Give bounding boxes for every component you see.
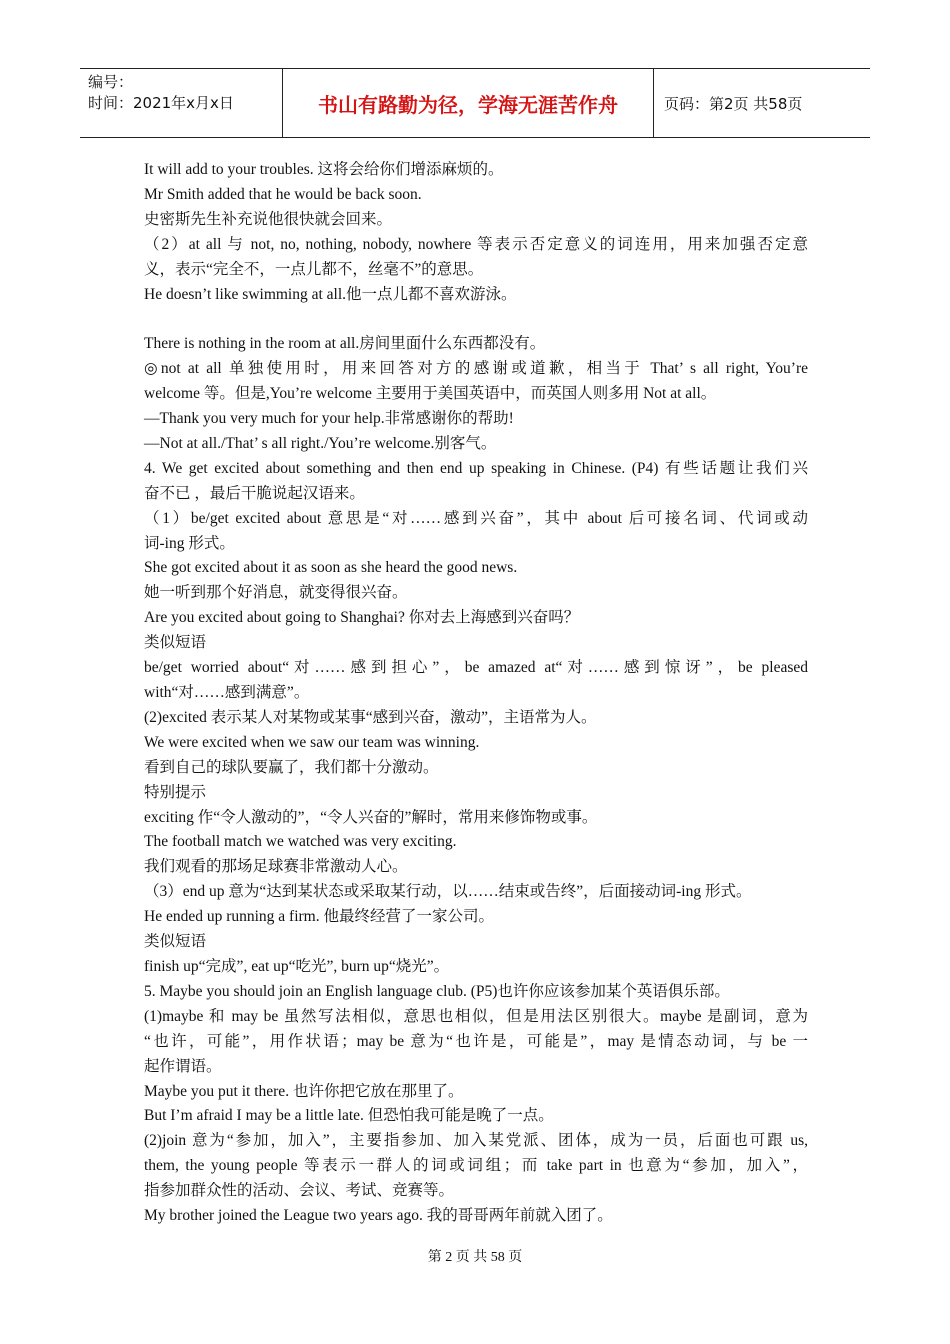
text-line: 奋不已 ，最后干脆说起汉语来。 xyxy=(144,484,365,502)
text-line: My brother joined the League two years ago. 我的哥哥两年前就入团了。 xyxy=(144,1207,613,1225)
header-motto xyxy=(282,69,654,137)
page-label: 页码：第2页 共58页 xyxy=(664,94,803,113)
text-line: It will add to your troubles. 这将会给你们增添麻烦的。 xyxy=(144,161,504,178)
text-line: （2）at all 与 not, no, nothing, nobody, nowhere 等表示否定意义的词连用，用来加强否定意 xyxy=(144,235,808,253)
text-line: —Not at all./That’ s all right./You’re welcome.别客气。 xyxy=(144,434,497,452)
text-line: —Thank you very much for your help.非常感谢你的帮助! xyxy=(144,410,514,428)
text-line: 类似短语 xyxy=(144,634,207,652)
text-line: Mr Smith added that he would be back soon. xyxy=(144,185,422,203)
text-line: them, the young people 等表示一群人的词或词组；而 take part in 也意为“参加，加入”， xyxy=(144,1157,808,1175)
text-line: 起作谓语。 xyxy=(144,1057,222,1075)
document-body xyxy=(144,158,808,1229)
page-header xyxy=(80,68,870,138)
text-line: 史密斯先生补充说他很快就会回来。 xyxy=(144,210,393,228)
header-page-info xyxy=(654,69,870,137)
text-line: 指参加群众性的活动、会议、考试、竞赛等。 xyxy=(144,1182,455,1200)
text-line: with“对……感到满意”。 xyxy=(144,684,310,702)
page-footer xyxy=(0,1246,950,1266)
text-line: There is nothing in the room at all.房间里面什么东西都没有。 xyxy=(144,335,546,353)
text-line: He ended up running a firm. 他最终经营了一家公司。 xyxy=(144,908,494,926)
text-line: 5. Maybe you should join an English language club. (P5)也许你应该参加某个英语俱乐部。 xyxy=(144,982,730,1000)
blank-line xyxy=(144,307,808,332)
text-line: The football match we watched was very exciting. xyxy=(144,833,457,851)
text-line: （1）be/get excited about 意思是“对……感到兴奋”，其中 about 后可接名词、代词或动 xyxy=(144,509,808,527)
text-line: be/get worried about“对……感到担心”，be amazed at“对……感到惊讶”，be pleased xyxy=(144,659,808,677)
text-line: But I’m afraid I may be a little late. 但恐怕我可能是晚了一点。 xyxy=(144,1107,554,1125)
text-line: “也许，可能”，用作状语；may be 意为“也许是，可能是”，may 是情态动词，与 be 一 xyxy=(144,1032,808,1050)
text-line: （3）end up 意为“达到某状态或采取某行动，以……结束或告终”，后面接动词-ing 形式。 xyxy=(144,883,752,901)
text-line: She got excited about it as soon as she heard the good news. xyxy=(144,559,518,577)
text-line: exciting 作“令人激动的”，“令人兴奋的”解时，常用来修饰物或事。 xyxy=(144,808,598,826)
text-line: We were excited when we saw our team was winning. xyxy=(144,733,480,751)
text-line: 特别提示 xyxy=(144,783,207,801)
code-label: 编号： xyxy=(88,73,134,91)
text-line: ◎not at all 单独使用时，用来回答对方的感谢或道歉，相当于 That’ s all right, You’re xyxy=(144,360,808,378)
footer-page-number: 第 2 页 共 58 页 xyxy=(427,1250,523,1265)
text-line: (2)join 意为“参加，加入”，主要指参加、加入某党派、团体，成为一员，后面也可跟 us, xyxy=(144,1132,808,1150)
text-line: 她一听到那个好消息，就变得很兴奋。 xyxy=(144,584,408,602)
text-line: welcome 等。但是,You’re welcome 主要用于美国英语中，而英国人则多用 Not at all。 xyxy=(144,385,717,403)
header-meta xyxy=(80,69,282,137)
text-line: Maybe you put it there. 也许你把它放在那里了。 xyxy=(144,1082,464,1100)
text-line: 4. We get excited about something and then end up speaking in Chinese. (P4) 有些话题让我们兴 xyxy=(144,459,808,477)
text-line: 看到自己的球队要赢了，我们都十分激动。 xyxy=(144,758,439,776)
text-line: 义，表示“完全不，一点儿都不，丝毫不”的意思。 xyxy=(144,260,484,278)
text-line: (1)maybe 和 may be 虽然写法相似，意思也相似，但是用法区别很大。maybe 是副词，意为 xyxy=(144,1007,808,1025)
text-line: 我们观看的那场足球赛非常激动人心。 xyxy=(144,858,408,876)
text-line: 类似短语 xyxy=(144,933,207,951)
date-label: 时间：2021年x月x日 xyxy=(88,94,234,112)
text-line: finish up“完成”, eat up“吃光”, burn up“烧光”。 xyxy=(144,957,450,975)
text-line: Are you excited about going to Shanghai? 你对去上海感到兴奋吗？ xyxy=(144,609,580,627)
text-line: (2)excited 表示某人对某物或某事“感到兴奋，激动”，主语常为人。 xyxy=(144,708,597,726)
text-line: 词-ing 形式。 xyxy=(144,534,235,552)
text-line: He doesn’t like swimming at all.他一点儿都不喜欢游泳。 xyxy=(144,285,517,303)
motto-text: 书山有路勤为径，学海无涯苦作舟 xyxy=(318,92,618,117)
